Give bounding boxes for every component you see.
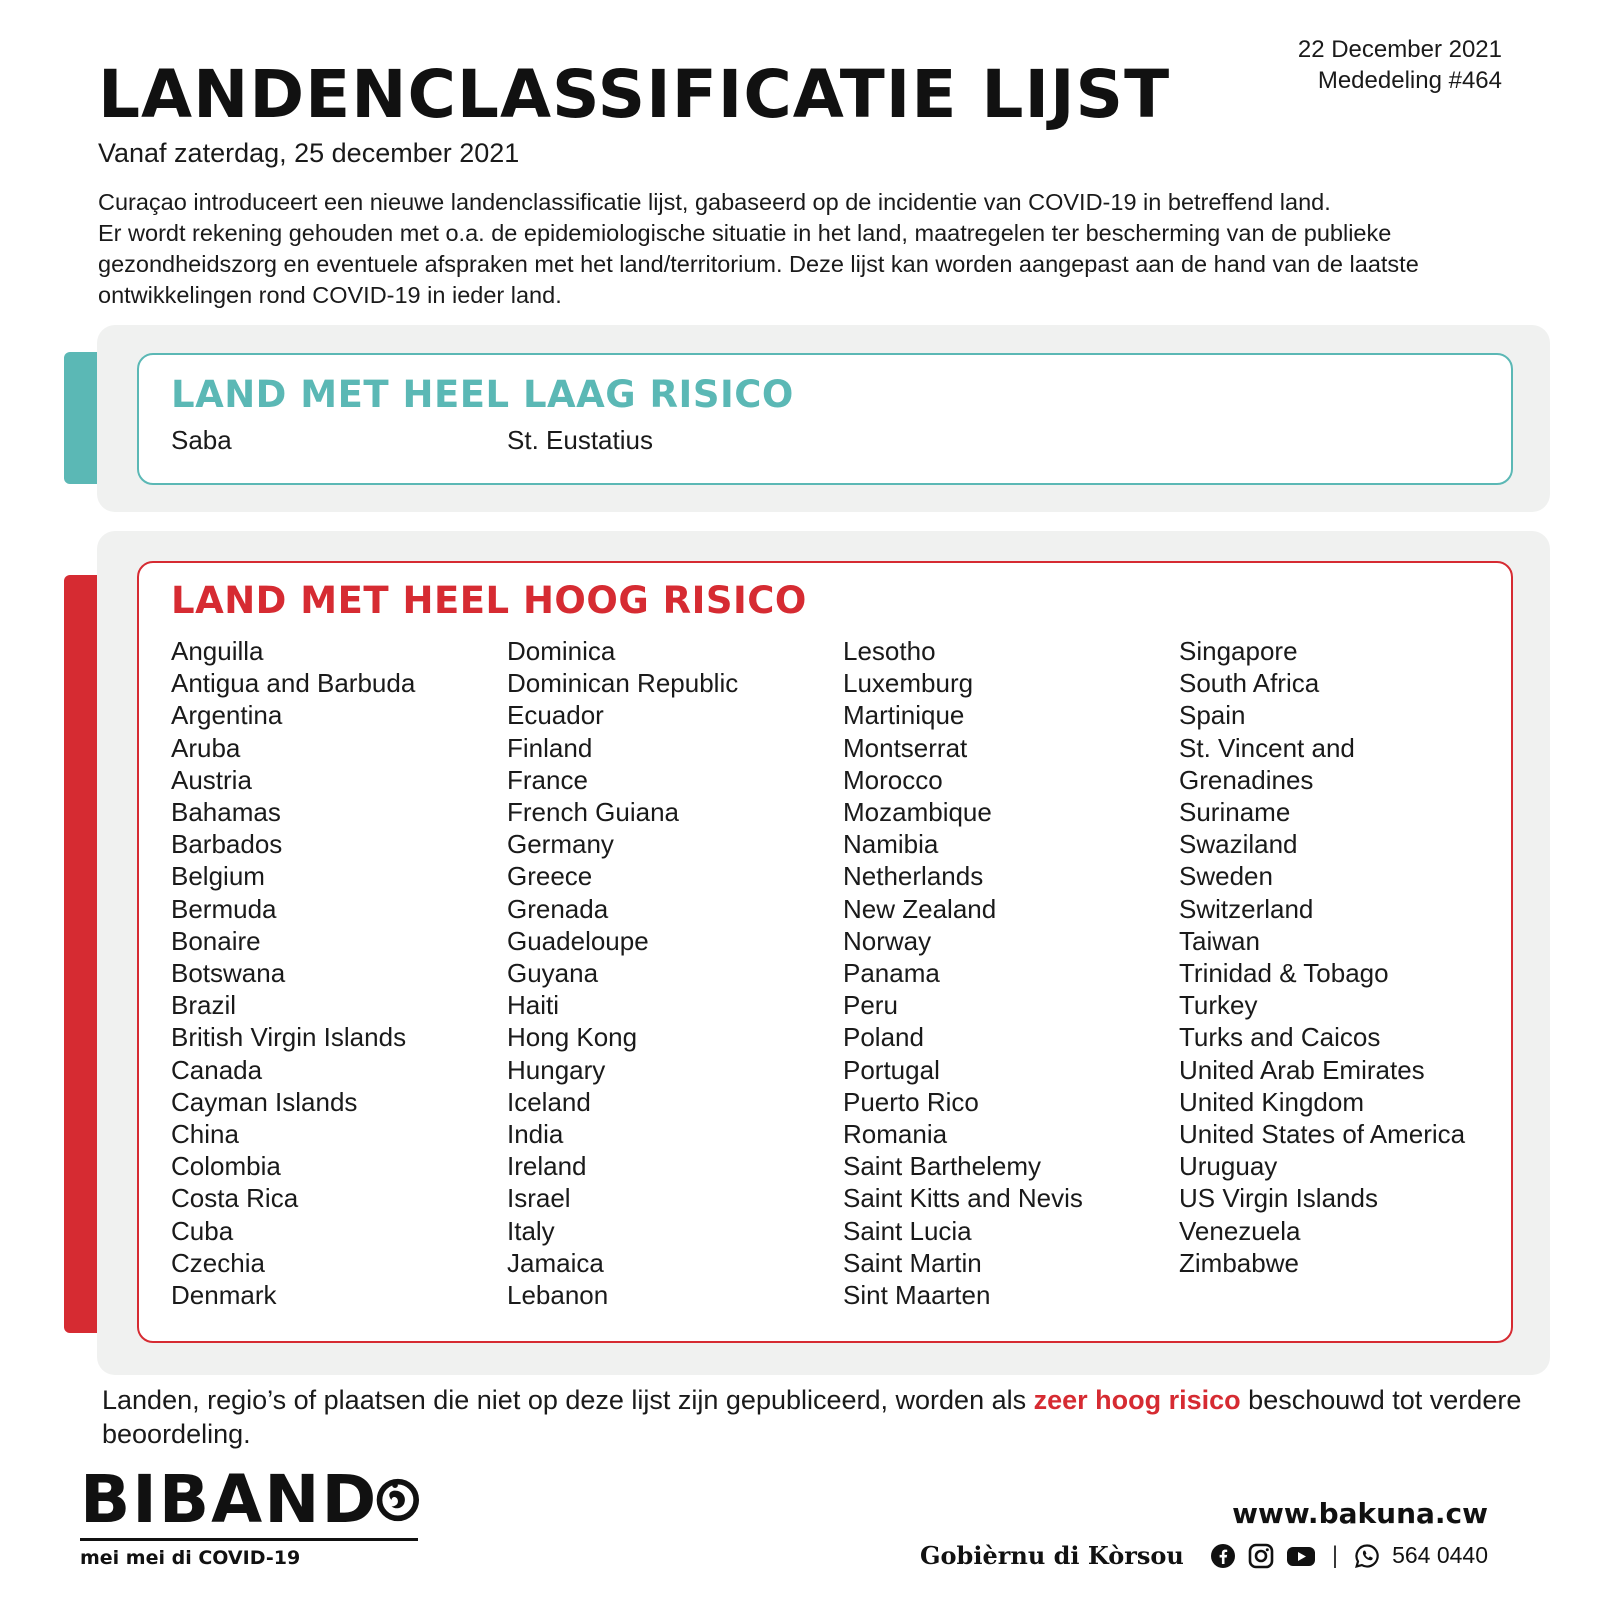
instagram-icon[interactable]	[1248, 1543, 1274, 1569]
list-item: Grenada	[507, 893, 609, 924]
list-item: Romania	[843, 1119, 948, 1150]
low-risk-title: LAND MET HEEL LAAG RISICO	[171, 373, 794, 416]
list-item: Morocco	[843, 764, 943, 795]
whatsapp-icon[interactable]	[1354, 1543, 1380, 1569]
list-item: Dominican Republic	[507, 668, 739, 699]
high-risk-title: LAND MET HEEL HOOG RISICO	[171, 579, 807, 622]
list-item: Sint Maarten	[843, 1280, 991, 1311]
list-item: Bonaire	[171, 925, 261, 956]
list-item: Ireland	[507, 1151, 587, 1182]
low-risk-list	[171, 425, 843, 456]
list-item: Saint Lucia	[843, 1215, 972, 1246]
list-item: Panama	[843, 958, 940, 989]
list-item: South Africa	[1179, 668, 1320, 699]
list-item: Swaziland	[1179, 829, 1298, 860]
list-item: Guadeloupe	[507, 925, 649, 956]
list-item: Lesotho	[843, 636, 936, 666]
list-item: Taiwan	[1179, 925, 1260, 956]
list-item: Saint Martin	[843, 1247, 982, 1278]
list-item: Jamaica	[507, 1247, 604, 1278]
list-item: Antigua and Barbuda	[171, 668, 416, 699]
list-item: Puerto Rico	[843, 1086, 979, 1117]
separator: |	[1331, 1541, 1339, 1569]
list-item: Finland	[507, 732, 593, 763]
list-item: France	[507, 764, 588, 795]
high-risk-card	[137, 561, 1513, 1343]
list-item: Haiti	[507, 990, 560, 1021]
logo-tagline: mei mei di COVID-19	[80, 1547, 301, 1569]
list-item: Namibia	[843, 829, 939, 860]
list-item: Saint Kitts and Nevis	[843, 1183, 1083, 1214]
list-item: Anguilla	[171, 636, 264, 666]
list-item: French Guiana	[507, 797, 679, 828]
logo-text: BIBAND	[80, 1461, 379, 1538]
list-item: Uruguay	[1179, 1151, 1278, 1182]
list-item: Lebanon	[507, 1280, 609, 1311]
list-item: Germany	[507, 829, 614, 860]
list-item: Colombia	[171, 1151, 281, 1182]
bibando-logo	[80, 1461, 420, 1569]
intro-text	[98, 187, 1518, 311]
list-item: Costa Rica	[171, 1183, 299, 1214]
list-item: Portugal	[843, 1054, 940, 1085]
list-item: United States of America	[1179, 1119, 1466, 1150]
list-item: Ecuador	[507, 700, 604, 731]
list-item: Hong Kong	[507, 1022, 638, 1053]
list-item: United Arab Emirates	[1179, 1054, 1425, 1085]
intro-paragraph-2: Er wordt rekening gehouden met o.a. de epidemiologische situatie in het land, maatregelen ter bescherming van de publieke gezondheidszorg en eventuele afspraken met het land/territorium. Deze lijst kan worden aangepast aan de hand van de laatste ontwikkelingen rond COVID-19 in ieder land.	[98, 220, 1419, 308]
website-link[interactable]: www.bakuna.cw	[1232, 1497, 1488, 1530]
list-item: Belgium	[171, 861, 265, 892]
list-item: Singapore	[1179, 636, 1298, 666]
list-item: China	[171, 1119, 239, 1150]
government-name: Gobièrnu di Kòrsou	[920, 1541, 1184, 1570]
list-item: Dominica	[507, 636, 616, 666]
list-item: Aruba	[171, 732, 241, 763]
footer-contact-bar	[920, 1541, 1488, 1570]
notice-meta	[1298, 34, 1502, 96]
list-item: Netherlands	[843, 861, 984, 892]
low-risk-tab	[64, 352, 97, 484]
list-item: Norway	[843, 925, 932, 956]
list-item: Grenadines	[1179, 764, 1314, 795]
list-item: Cuba	[171, 1215, 234, 1246]
list-item: Hungary	[507, 1054, 606, 1085]
list-item: Austria	[171, 764, 252, 795]
list-item: Saint Barthelemy	[843, 1151, 1041, 1182]
list-item: Italy	[507, 1215, 555, 1246]
list-item: Suriname	[1179, 797, 1291, 828]
footnote-text-start: Landen, regio’s of plaatsen die niet op deze lijst zijn gepubliceerd, worden als	[102, 1385, 1034, 1415]
list-item: Czechia	[171, 1247, 265, 1278]
list-item: Switzerland	[1179, 893, 1314, 924]
list-item: Sweden	[1179, 861, 1273, 892]
list-item: Cayman Islands	[171, 1086, 358, 1117]
notice-date: 22 December 2021	[1297, 36, 1502, 63]
notice-number: Mededeling #464	[1317, 67, 1502, 94]
list-item: Canada	[171, 1054, 263, 1085]
list-item: Barbados	[171, 829, 283, 860]
list-item: Bermuda	[171, 893, 277, 924]
logo-wordmark	[80, 1461, 420, 1538]
country-column	[171, 635, 507, 1311]
logo-underline	[80, 1538, 418, 1541]
list-item: Brazil	[171, 990, 237, 1021]
list-item: Guyana	[507, 958, 599, 989]
phone-number[interactable]: 564 0440	[1392, 1542, 1488, 1568]
page-title: LANDENCLASSIFICATIE LIJST	[98, 56, 1171, 133]
list-item: Spain	[1179, 700, 1246, 731]
list-item: Bahamas	[171, 797, 281, 828]
footnote-text-end: beschouwd tot verdere beoordeling.	[102, 1385, 1522, 1449]
list-item: Luxemburg	[843, 668, 974, 699]
list-item: British Virgin Islands	[171, 1022, 407, 1053]
list-item: Iceland	[507, 1086, 591, 1117]
country-column	[1179, 635, 1515, 1311]
footnote-emphasis: zeer hoog risico	[1033, 1385, 1241, 1415]
country-column	[843, 635, 1179, 1311]
list-item: Turkey	[1179, 990, 1258, 1021]
list-item: Argentina	[171, 700, 283, 731]
high-risk-tab	[64, 575, 97, 1333]
list-item: Botswana	[171, 958, 286, 989]
list-item: Venezuela	[1179, 1215, 1301, 1246]
list-item: Trinidad & Tobago	[1179, 958, 1389, 989]
list-item: Mozambique	[843, 797, 992, 828]
list-item: Martinique	[843, 700, 965, 731]
footnote	[102, 1383, 1522, 1451]
list-item: Denmark	[171, 1280, 277, 1311]
facebook-icon[interactable]	[1210, 1543, 1236, 1569]
list-item: US Virgin Islands	[1179, 1183, 1378, 1214]
page-subtitle: Vanaf zaterdag, 25 december 2021	[98, 138, 520, 168]
list-item: Montserrat	[843, 732, 968, 763]
list-item: Israel	[507, 1183, 571, 1214]
list-item: Poland	[843, 1022, 924, 1053]
list-item: St. Eustatius	[507, 425, 653, 455]
list-item: New Zealand	[843, 893, 997, 924]
list-item: Turks and Caicos	[1179, 1022, 1381, 1053]
intro-paragraph-1: Curaçao introduceert een nieuwe landenclassificatie lijst, gabaseerd op de incidentie van COVID-19 in betreffend land.	[98, 189, 1331, 215]
low-risk-card	[137, 353, 1513, 485]
list-item: Saba	[171, 425, 232, 455]
high-risk-columns	[171, 635, 1515, 1311]
list-item: Greece	[507, 861, 593, 892]
logo-o-emblem-icon	[376, 1469, 420, 1531]
country-column	[507, 635, 843, 1311]
youtube-icon[interactable]	[1286, 1543, 1316, 1569]
list-item: Peru	[843, 990, 898, 1021]
list-item: United Kingdom	[1179, 1086, 1364, 1117]
list-item: Zimbabwe	[1179, 1247, 1299, 1278]
list-item: India	[507, 1119, 564, 1150]
list-item: St. Vincent and	[1179, 732, 1355, 763]
